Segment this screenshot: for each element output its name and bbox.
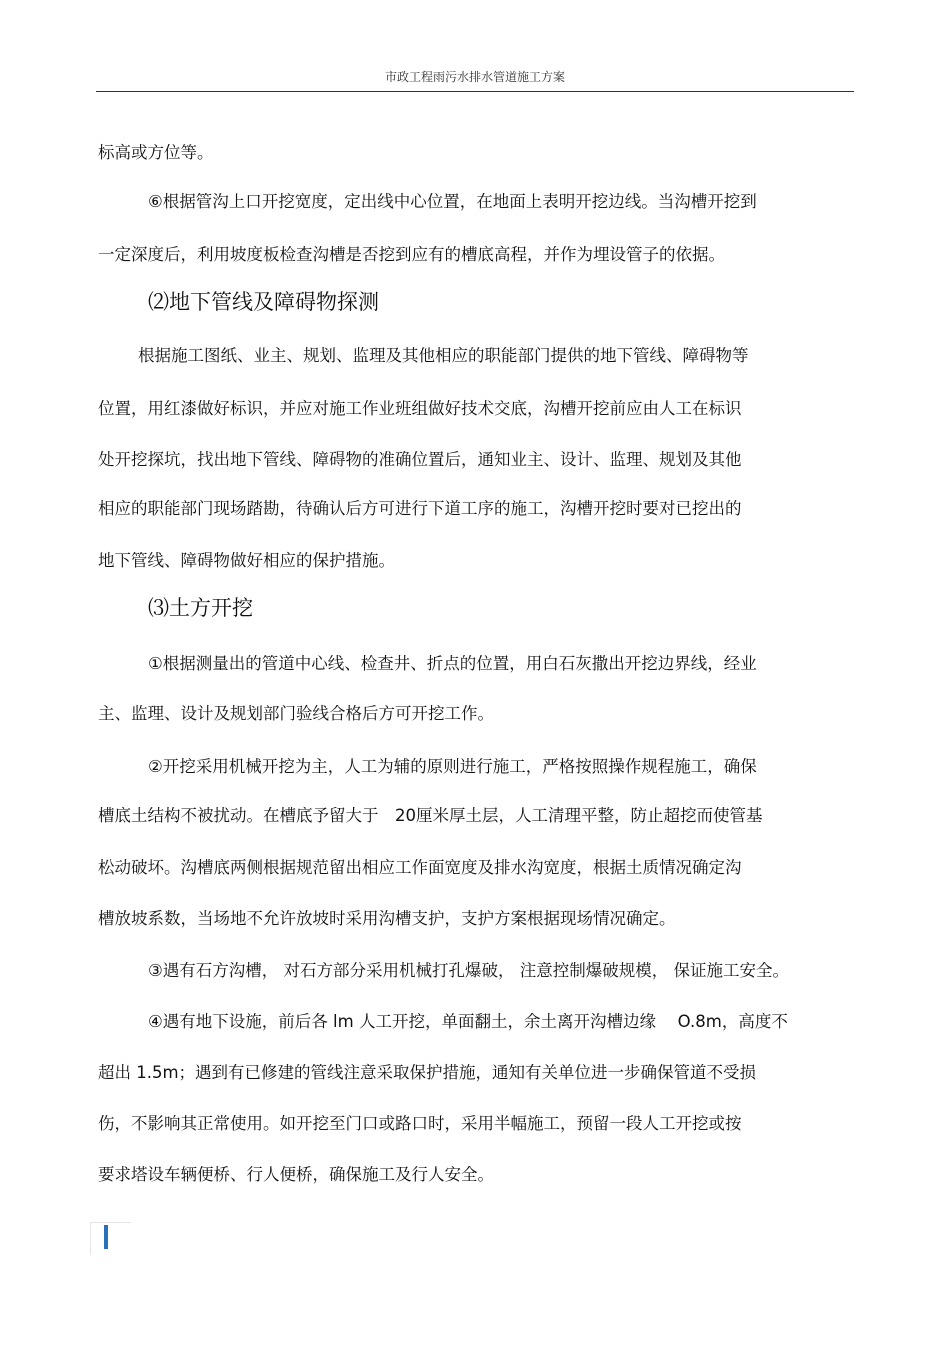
- text-line: 根据施工图纸、业主、规划、监理及其他相应的职能部门提供的地下管线、障碍物等: [138, 346, 749, 365]
- text-line: 松动破坏。沟槽底两侧根据规范留出相应工作面宽度及排水沟宽度，根据土质情况确定沟: [98, 858, 742, 877]
- text-line: 处开挖探坑，找出地下管线、障碍物的准确位置后，通知业主、设计、监理、规划及其他: [98, 450, 742, 469]
- page-marker-bar: [104, 1225, 108, 1249]
- text-line: 槽底土结构不被扰动。在槽底予留大于 20厘米厚土层，人工清理平整，防止超挖而使管基: [98, 806, 763, 825]
- text-line: 一定深度后，利用坡度板检查沟槽是否挖到应有的槽底高程，并作为埋设管子的依据。: [98, 245, 725, 264]
- text-line: 地下管线、障碍物做好相应的保护措施。: [98, 551, 395, 570]
- text-line: ①根据测量出的管道中心线、检查井、折点的位置，用白石灰撒出开挖边界线，经业: [148, 654, 757, 673]
- text-line: 槽放坡系数，当场地不允许放坡时采用沟槽支护，支护方案根据现场情况确定。: [98, 909, 676, 928]
- text-line: 相应的职能部门现场踏勘，待确认后方可进行下道工序的施工，沟槽开挖时要对已挖出的: [98, 499, 742, 518]
- text-line: ②开挖采用机械开挖为主，人工为辅的原则进行施工，严格按照操作规程施工，确保: [148, 757, 757, 776]
- page-corner-frame: [90, 1222, 131, 1255]
- header-rule: [96, 91, 854, 92]
- text-line: ③遇有石方沟槽， 对石方部分采用机械打孔爆破， 注意控制爆破规模， 保证施工安全。: [148, 961, 790, 980]
- text-line: 超出 1.5m；遇到有已修建的管线注意采取保护措施，通知有关单位进一步确保管道不受损: [98, 1063, 757, 1082]
- text-line: ⑥根据管沟上口开挖宽度，定出线中心位置，在地面上表明开挖边线。当沟槽开挖到: [148, 192, 757, 211]
- text-line: ④遇有地下设施，前后各 lm 人工开挖，单面翻土，余土离开沟槽边缘 O.8m，高度不: [148, 1012, 788, 1031]
- page-header-title: 市政工程雨污水排水管道施工方案: [384, 70, 565, 84]
- text-line: 要求塔设车辆便桥、行人便桥，确保施工及行人安全。: [98, 1165, 494, 1184]
- text-line: 标高或方位等。: [98, 143, 214, 162]
- section-heading: ⑶土方开挖: [148, 596, 253, 620]
- text-line: 伤，不影响其正常使用。如开挖至门口或路口时，采用半幅施工，预留一段人工开挖或按: [98, 1114, 742, 1133]
- text-line: 位置，用红漆做好标识，并应对施工作业班组做好技术交底，沟槽开挖前应由人工在标识: [98, 399, 742, 418]
- text-line: 主、监理、设计及规划部门验线合格后方可开挖工作。: [98, 704, 494, 723]
- section-heading: ⑵地下管线及障碍物探测: [148, 290, 379, 314]
